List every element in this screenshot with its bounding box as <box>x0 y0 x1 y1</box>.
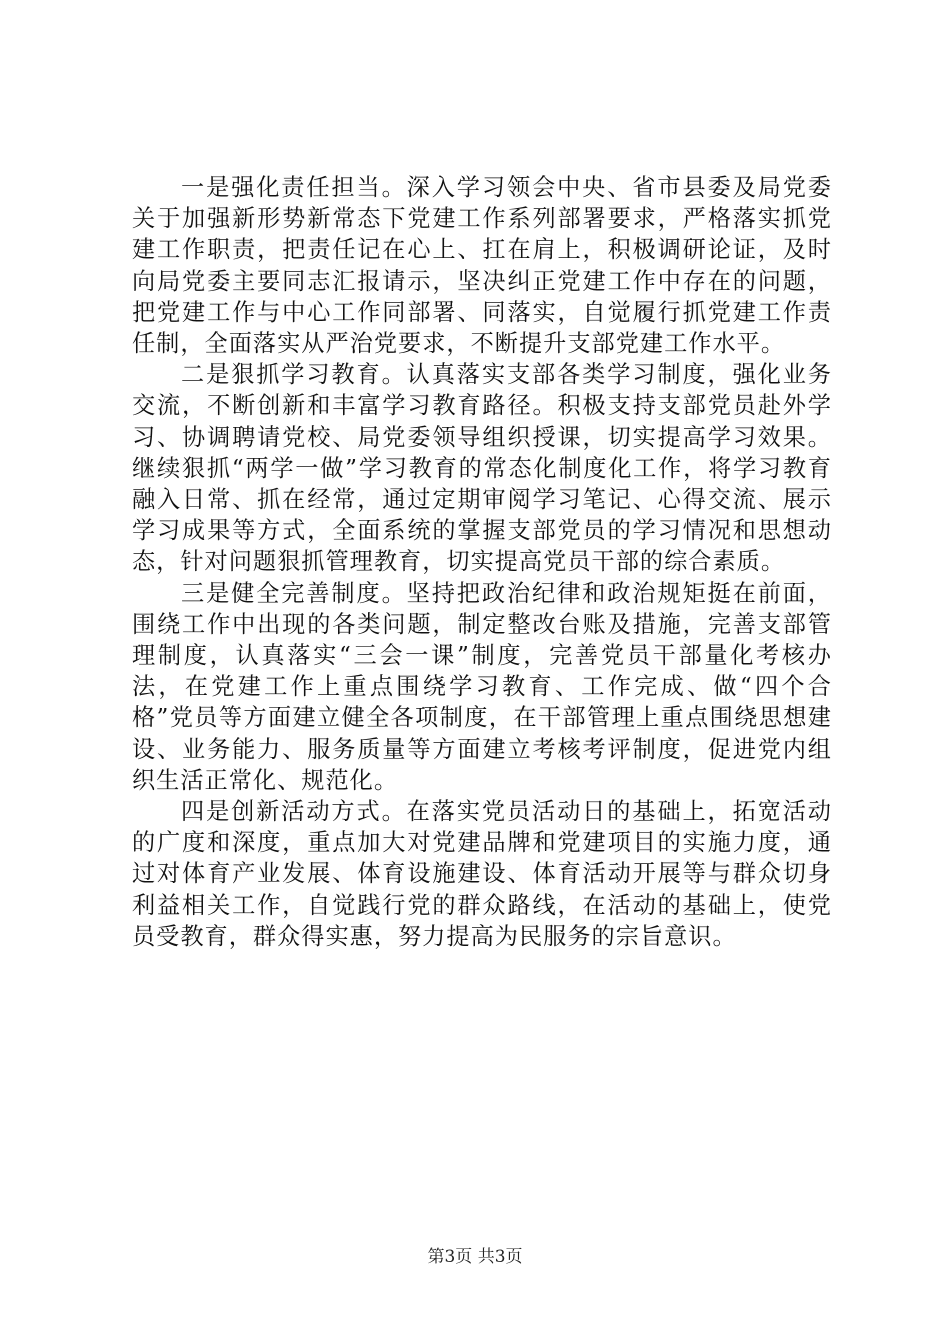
paragraph-system-improvement: 三是健全完善制度。坚持把政治纪律和政治规矩挺在前面，围绕工作中出现的各类问题，制定整改台账及措施，完善支部管理制度，认真落实“三会一课”制度，完善党员干部量化考核办法，在党建工作上重点围绕学习教育、工作完成、做“四个合格”党员等方面建立健全各项制度，在干部管理上重点围绕思想建设、业务能力、服务质量等方面建立考核考评制度，促进党内组织生活正常化、规范化。 <box>132 579 832 794</box>
paragraph-activity-innovation: 四是创新活动方式。在落实党员活动日的基础上，拓宽活动的广度和深度，重点加大对党建品牌和党建项目的实施力度，通过对体育产业发展、体育设施建设、体育活动开展等与群众切身利益相关工作，自觉践行党的群众路线，在活动的基础上，使党员受教育，群众得实惠，努力提高为民服务的宗旨意识。 <box>132 798 832 950</box>
paragraph-study-education: 二是狠抓学习教育。认真落实支部各类学习制度，强化业务交流，不断创新和丰富学习教育路径。积极支持支部党员赴外学习、协调聘请党校、局党委领导组织授课，切实提高学习效果。继续狠抓“两学一做”学习教育的常态化制度化工作，将学习教育融入日常、抓在经常，通过定期审阅学习笔记、心得交流、展示学习成果等方式，全面系统的掌握支部党员的学习情况和思想动态，针对问题狠抓管理教育，切实提高党员干部的综合素质。 <box>132 361 832 576</box>
paragraph-responsibility: 一是强化责任担当。深入学习领会中央、省市县委及局党委关于加强新形势新常态下党建工作系列部署要求，严格落实抓党建工作职责，把责任记在心上、扛在肩上，积极调研论证，及时向局党委主要同志汇报请示，坚决纠正党建工作中存在的问题，把党建工作与中心工作同部署、同落实，自觉履行抓党建工作责任制，全面落实从严治党要求，不断提升支部党建工作水平。 <box>132 174 832 358</box>
document-body <box>132 172 832 952</box>
page-number-footer: 第3页 共3页 <box>427 1247 523 1267</box>
